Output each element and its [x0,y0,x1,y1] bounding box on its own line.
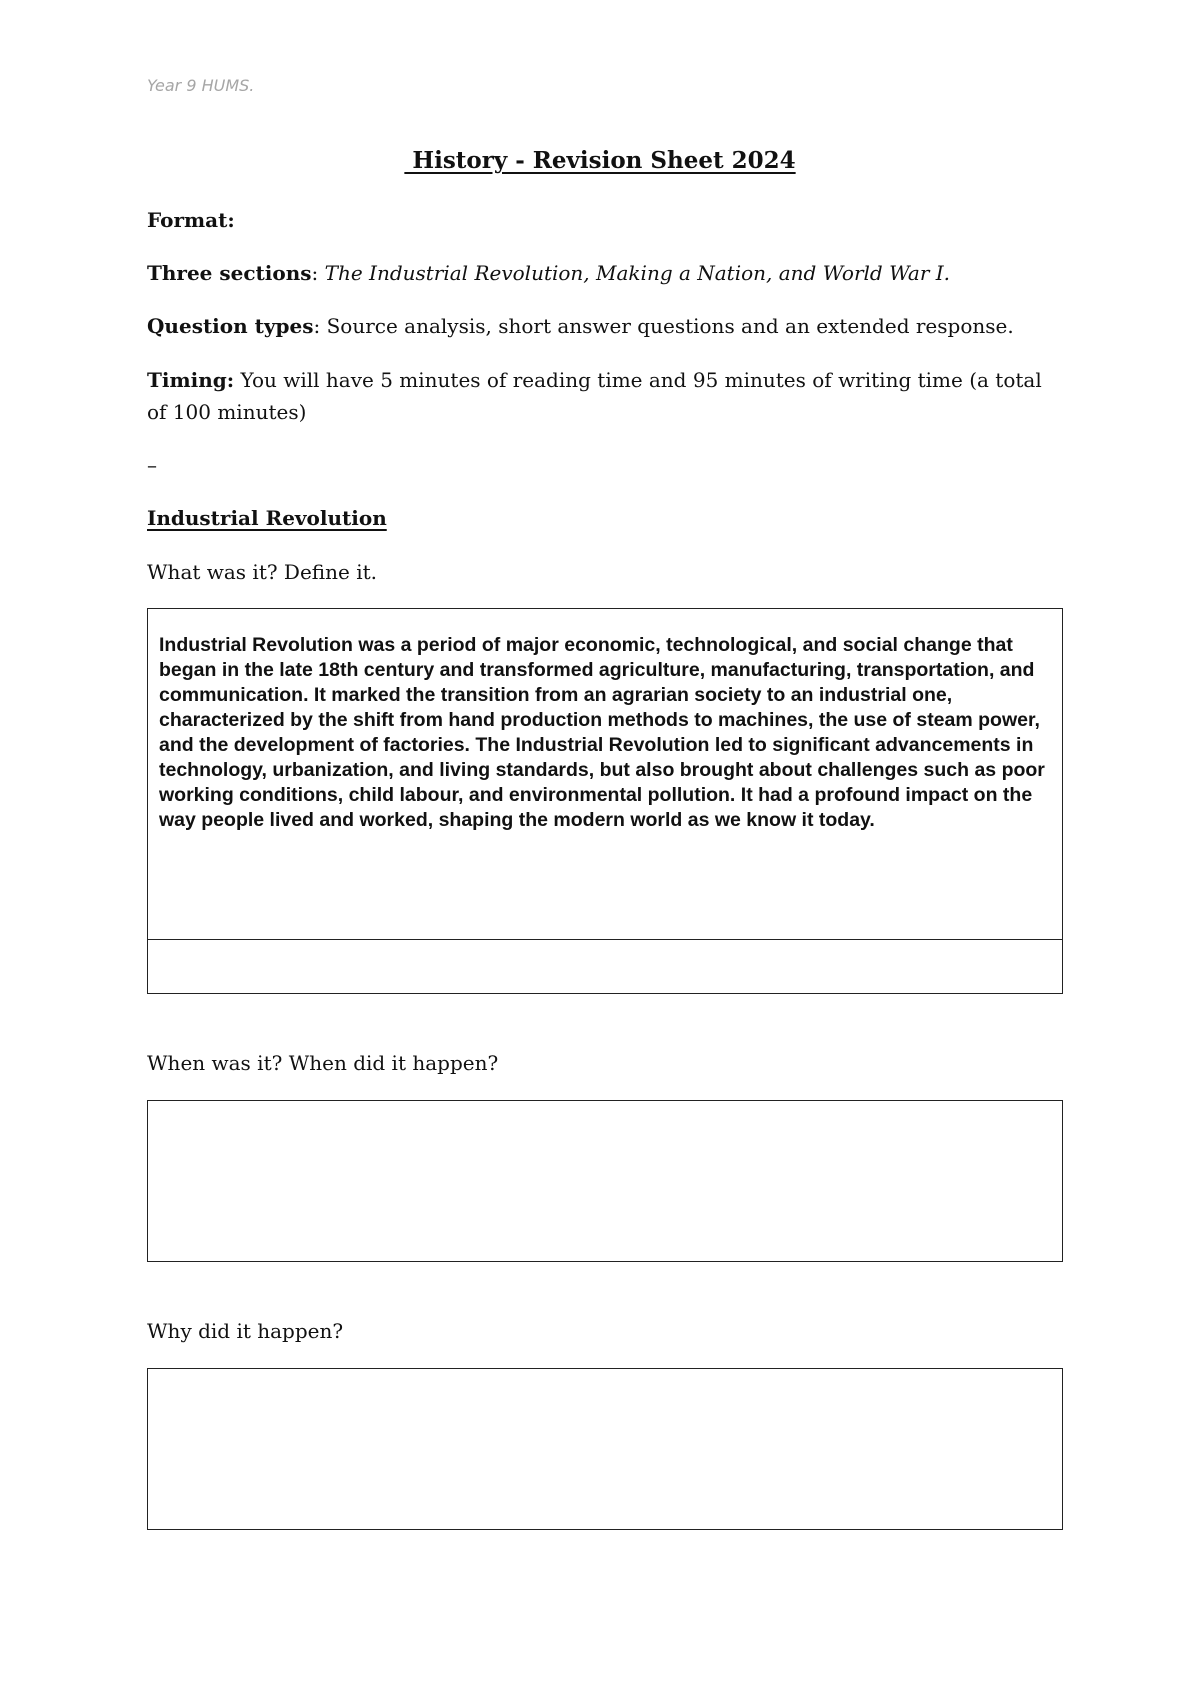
header-note: Year 9 HUMS. [147,76,255,95]
question-prompt: Why did it happen? [147,1319,344,1343]
timing-line [147,364,1067,428]
page-title: History - Revision Sheet 2024 [404,147,796,174]
question-prompt: What was it? Define it. [147,560,378,584]
sections-line: Three sections: The Industrial Revolution, Making a Nation, and World War I. [147,261,950,285]
format-label-text: Format: [147,208,235,232]
answer-text: Industrial Revolution was a period of major economic, technological, and social change that began in the late 18th century and transformed agriculture, manufacturing, transportation, and communication. It marked the transition from an agrarian society to an industrial one, characterized by the shift from hand production methods to machines, the use of steam power, and the development of factories. The Industrial Revolution led to significant advancements in technology, urbanization, and living standards, but also brought about challenges such as poor working conditions, child labour, and environmental pollution. It had a profound impact on the way people lived and worked, shaping the modern world as we know it today. [159,634,1045,831]
answer-box-why[interactable] [147,1368,1063,1530]
answer-box-definition[interactable] [147,608,1063,994]
question-types-value: Source analysis, short answer questions and an extended response. [326,314,1014,338]
question-types-label: Question types [147,314,314,338]
answer-text [148,1369,1062,1393]
answer-box-when[interactable] [147,1100,1063,1262]
answer-cell-empty[interactable] [148,940,1062,993]
timing-label: Timing: [147,368,235,392]
separator: – [147,453,157,477]
industrial-revolution-heading [147,502,1067,534]
answer-cell[interactable] [148,609,1062,940]
answer-text [148,1101,1062,1125]
format-label [147,204,1067,236]
industrial-heading-text: Industrial Revolution [147,506,387,530]
timing-value-line2: of 100 minutes) [147,400,307,424]
question-prompt: When was it? When did it happen? [147,1051,499,1075]
sections-label: Three sections [147,261,312,285]
question-types-line: Question types: Source analysis, short answer questions and an extended response. [147,314,1014,338]
sections-value: The Industrial Revolution, Making a Nation, and World War I. [324,261,950,285]
timing-value-line1: You will have 5 minutes of reading time and 95 minutes of writing time (a total [240,368,1042,392]
